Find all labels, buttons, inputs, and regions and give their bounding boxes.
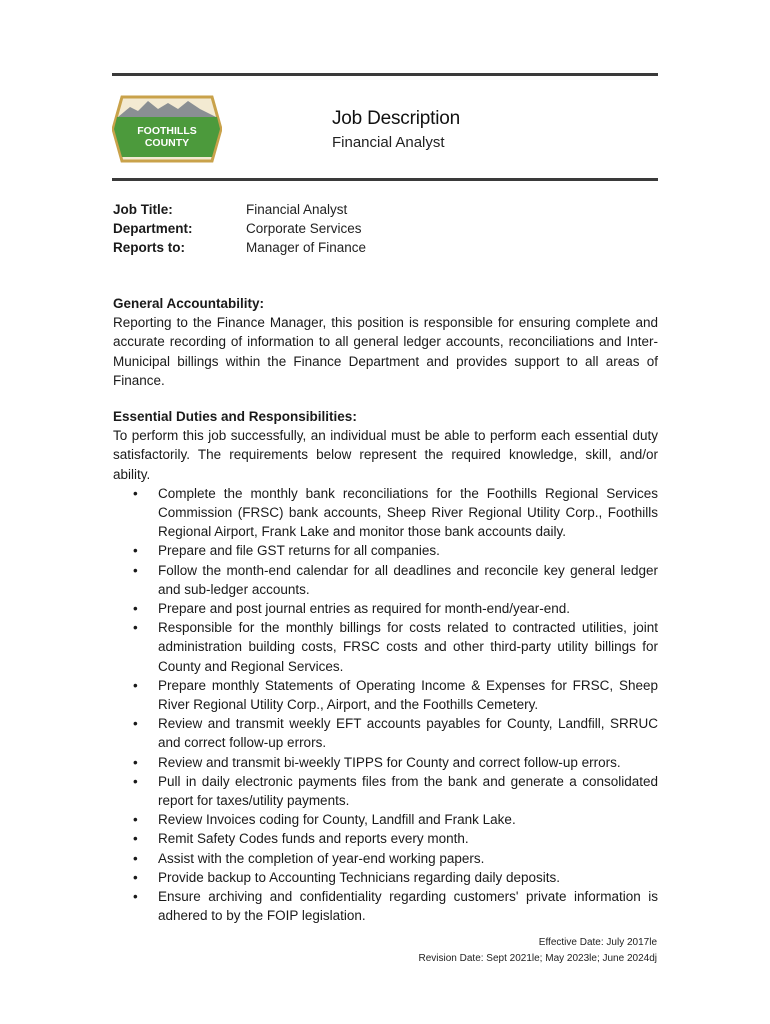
duty-text: Review and transmit weekly EFT accounts payables for County, Landfill, SRRUC and correct follow-up errors. (158, 716, 658, 751)
accountability-heading: General Accountability: (113, 296, 265, 311)
meta-row-job-title (113, 200, 366, 219)
effective-date: Effective Date: July 2017le (538, 937, 657, 948)
bullet-icon: • (133, 889, 138, 905)
bullet-icon: • (133, 543, 138, 559)
list-item (113, 676, 658, 714)
list-item (113, 887, 658, 925)
duties-list (113, 484, 658, 926)
list-item (113, 849, 658, 868)
meta-value: Corporate Services (246, 221, 362, 236)
meta-label: Job Title: (113, 202, 173, 217)
bullet-icon: • (133, 620, 138, 636)
bullet-icon: • (133, 812, 138, 828)
bullet-icon: • (133, 485, 138, 501)
list-item (113, 561, 658, 599)
bullet-icon: • (133, 562, 138, 578)
header-bottom-rule (112, 178, 658, 181)
duty-text: Remit Safety Codes funds and reports every month. (158, 831, 469, 847)
duties-intro: To perform this job successfully, an individual must be able to perform each essential duty satisfactorily. The requirements below represent the required knowledge, skill, and/or ability. (113, 428, 658, 482)
bullet-icon: • (133, 773, 138, 789)
list-item (113, 829, 658, 848)
meta-row-department (113, 219, 366, 238)
list-item (113, 868, 658, 887)
list-item (113, 772, 658, 810)
bullet-icon: • (133, 677, 138, 693)
list-item (113, 714, 658, 752)
duty-text: Follow the month-end calendar for all deadlines and reconcile key general ledger and sub-ledger accounts. (158, 562, 658, 597)
logo-text-line1: FOOTHILLS (137, 125, 197, 137)
bullet-icon: • (133, 601, 138, 617)
bullet-icon: • (133, 716, 138, 732)
duty-text: Responsible for the monthly billings for costs related to contracted utilities, joint administration building costs, FRSC costs and other third-party utility billings for County and Regional Services. (158, 620, 658, 674)
list-item (113, 484, 658, 542)
list-item (113, 618, 658, 676)
list-item (113, 810, 658, 829)
meta-row-reports-to (113, 238, 366, 257)
duty-text: Prepare and post journal entries as required for month-end/year-end. (158, 601, 570, 617)
duty-text: Prepare and file GST returns for all companies. (158, 543, 440, 559)
job-meta-table (113, 200, 366, 257)
document-body (113, 294, 658, 926)
list-item (113, 599, 658, 618)
duty-text: Review Invoices coding for County, Landfill and Frank Lake. (158, 812, 516, 828)
revision-footer (419, 935, 658, 967)
bullet-icon: • (133, 850, 138, 866)
duty-text: Complete the monthly bank reconciliations for the Foothills Regional Services Commission (FRSC) bank accounts, Sheep River Regional Utility Corp., Foothills Regional Airport, Frank Lake and monitor those bank accounts daily. (158, 485, 658, 540)
meta-value: Manager of Finance (246, 240, 367, 255)
meta-label: Reports to: (113, 240, 185, 255)
revision-date: Revision Date: Sept 2021le; May 2023le; June 2024dj (418, 953, 657, 964)
duty-text: Provide backup to Accounting Technicians regarding daily deposits. (158, 869, 561, 885)
header-top-rule (112, 73, 658, 76)
duty-text: Assist with the completion of year-end working papers. (158, 850, 485, 866)
meta-label: Department: (113, 221, 193, 236)
logo-text-line2: COUNTY (144, 137, 190, 149)
accountability-paragraph: Reporting to the Finance Manager, this position is responsible for ensuring complete and accurate recording of information to all general ledger accounts, reconciliations and Inter-Municipal billings within the Finance Department and provides support to all areas of Finance. (113, 315, 658, 388)
bullet-icon: • (133, 869, 138, 885)
duties-heading: Essential Duties and Responsibilities: (113, 409, 357, 425)
document-subtitle: Financial Analyst (332, 134, 445, 151)
duty-text: Prepare monthly Statements of Operating Income & Expenses for FRSC, Sheep River Regional Utility Corp., Airport, and the Foothills Cemetery. (158, 677, 658, 713)
duty-text: Ensure archiving and confidentiality regarding customers' private information is adhered to by the FOIP legislation. (158, 889, 658, 924)
bullet-icon: • (133, 831, 138, 847)
list-item (113, 541, 658, 560)
list-item (113, 753, 658, 772)
duty-text: Review and transmit bi-weekly TIPPS for County and correct follow-up errors. (158, 754, 621, 770)
foothills-county-logo (112, 95, 222, 163)
document-title: Job Description (332, 108, 460, 129)
meta-value: Financial Analyst (246, 202, 348, 217)
duty-text: Pull in daily electronic payments files from the bank and generate a consolidated report for taxes/utility payments. (158, 773, 658, 809)
bullet-icon: • (133, 754, 138, 770)
